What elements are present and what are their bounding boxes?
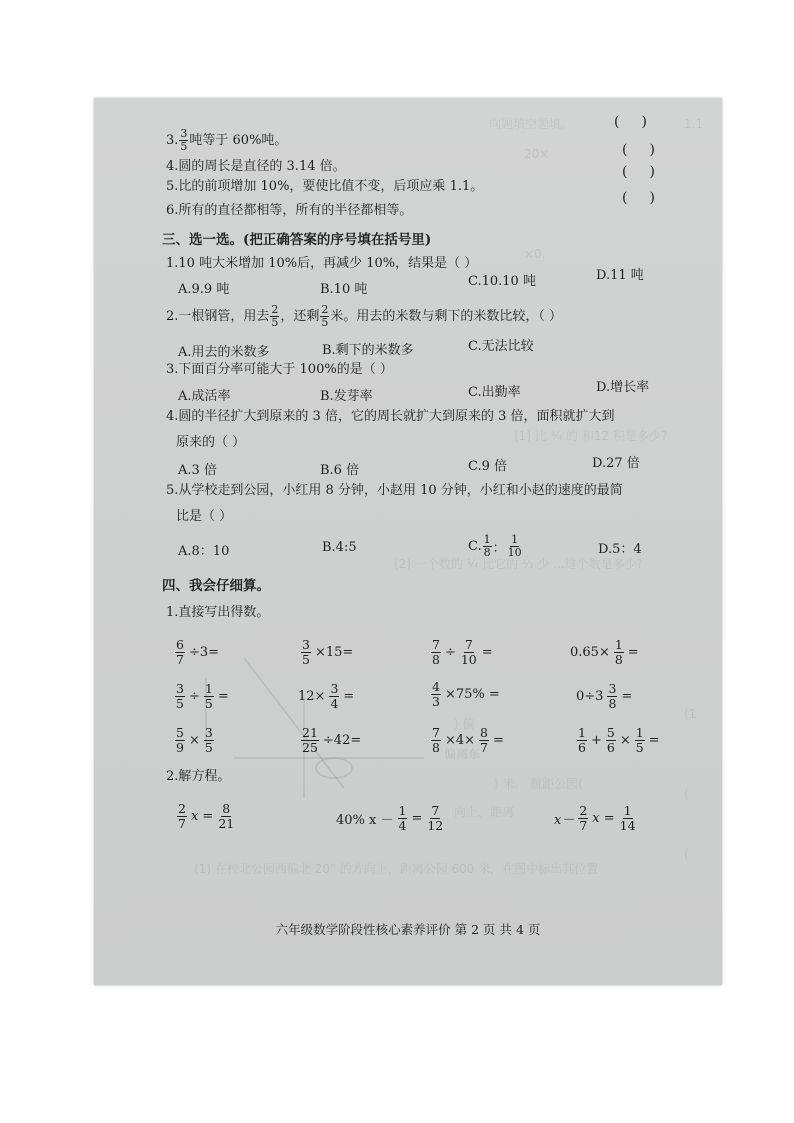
fraction-denominator: 8: [614, 652, 623, 667]
fraction-denominator: 7: [480, 740, 488, 755]
expression-text: ×15=: [314, 645, 354, 660]
judge-item-5: 5.比的前项增加 10%，要使比值不变，后项应乘 1.1。: [166, 179, 484, 194]
choice-option[interactable]: C.出勤率: [468, 385, 521, 400]
fraction-numerator: 7: [432, 637, 440, 652]
fraction: [614, 638, 624, 667]
judge-item-3-text: 吨等于 60%吨。: [189, 133, 288, 148]
fraction-denominator: 5: [180, 140, 188, 153]
expression-text: 40% x －: [336, 813, 394, 828]
fraction-numerator: 6: [176, 637, 184, 652]
fraction-numerator: 3: [330, 681, 339, 696]
choice-option[interactable]: C.9 倍: [468, 459, 508, 474]
fraction: [301, 726, 319, 755]
svg-text:(1) 比 ¼ 的 和12 积是多少?: (1) 比 ¼ 的 和12 积是多少?: [514, 429, 668, 443]
calc-expression: [298, 682, 354, 711]
fraction-numerator: 7: [464, 637, 473, 652]
fraction: [431, 680, 441, 709]
fraction: [217, 802, 235, 831]
fraction-denominator: 8: [432, 740, 440, 755]
choice-option[interactable]: B.4:5: [322, 540, 357, 555]
fraction-numerator: 2: [321, 303, 329, 316]
fraction-denominator: 5: [302, 652, 310, 667]
calc-expression: [300, 726, 361, 755]
fraction: [320, 304, 329, 329]
fraction-denominator: 3: [432, 694, 440, 709]
svg-text:) 米。 航距公园(: ) 米。 航距公园(: [494, 777, 583, 791]
choice-option[interactable]: D.11 吨: [596, 268, 644, 283]
choice-option[interactable]: [468, 534, 524, 559]
operator: ×4×: [444, 733, 476, 748]
fraction-numerator: 2: [271, 303, 279, 316]
expression-text: x－: [554, 813, 575, 828]
fraction-denominator: 7: [579, 818, 588, 833]
fraction-numerator: 1: [398, 803, 407, 818]
calc-expression: [430, 680, 500, 709]
fraction: [479, 726, 489, 755]
fraction-numerator: 5: [606, 725, 615, 740]
fraction-denominator: 8: [432, 652, 440, 667]
subsection-title: 1.直接写出得数。: [166, 605, 270, 620]
expression-text: =: [411, 811, 423, 826]
question-stem: 1.10 吨大米增加 10%后，再减少 10%，结果是（ ）: [166, 256, 478, 271]
choice-option[interactable]: D.5：4: [598, 542, 642, 557]
operator: +: [590, 733, 602, 748]
fraction: [329, 682, 339, 711]
section-title: 四、我会仔细算。: [162, 578, 270, 594]
expression-text: =: [343, 689, 355, 704]
calc-expression: [174, 726, 215, 755]
expression-text: x =: [190, 809, 214, 824]
svg-text:向题填空题填。: 向题填空题填。: [489, 117, 574, 131]
choice-option[interactable]: B.6 倍: [320, 463, 360, 478]
choice-option[interactable]: D.增长率: [596, 380, 650, 395]
fraction-numerator: 3: [176, 681, 184, 696]
fraction: [460, 638, 478, 667]
expression-text: =: [492, 733, 504, 748]
expression-text: ÷3=: [188, 645, 220, 660]
fraction-numerator: 3: [608, 681, 617, 696]
fraction-numerator: 1: [635, 725, 644, 740]
fraction-numerator: 1: [614, 637, 623, 652]
fraction: [301, 638, 311, 667]
expression-text: =: [481, 645, 493, 660]
calc-expression: [430, 638, 493, 667]
fraction-numerator: 21: [302, 725, 318, 740]
question-text: 米。用去的米数与剩下的米数比较，（ ）: [330, 309, 563, 324]
answer-parentheses[interactable]: (): [622, 164, 677, 180]
fraction-numerator: 7: [431, 803, 440, 818]
fraction: [204, 726, 214, 755]
expression-text: =: [621, 689, 633, 704]
fraction-numerator: 1: [204, 681, 213, 696]
choice-option[interactable]: C.无法比较: [468, 339, 534, 354]
fraction: [431, 726, 441, 755]
operator: ÷: [188, 689, 200, 704]
svg-text:1.1: 1.1: [684, 117, 704, 131]
ratio-colon: ：: [492, 541, 506, 556]
svg-text:(: (: [684, 847, 689, 861]
section-title: 三、选一选。(把正确答案的序号填在括号里): [162, 232, 432, 248]
question-stem: 5.从学校走到公园，小红用 8 分钟，小赵用 10 分钟，小红和小赵的速度的最简: [166, 483, 623, 498]
fraction-numerator: 8: [480, 725, 488, 740]
svg-text:(2) 一个数的 ¼ 比它的 ⅓ 少 ...这个数是多少?: (2) 一个数的 ¼ 比它的 ⅓ 少 ...这个数是多少?: [394, 557, 643, 571]
page-footer: 六年级数学阶段性核心素养评价 第 2 页 共 4 页: [275, 922, 541, 937]
option-letter: C.: [468, 539, 482, 554]
subsection-title: 2.解方程。: [166, 769, 231, 784]
question-stem-continued: 比是（ ）: [176, 509, 233, 524]
choice-option[interactable]: A.3 倍: [178, 463, 217, 478]
fraction-numerator: 1: [578, 725, 586, 740]
fraction-denominator: 5: [635, 740, 644, 755]
svg-text:向上，距离: 向上，距离: [454, 805, 515, 819]
fraction-numerator: 2: [579, 803, 588, 818]
expression-text: x =: [592, 811, 615, 826]
expression-text: ×75% =: [444, 687, 500, 702]
svg-text:20×: 20×: [524, 147, 550, 161]
fraction-denominator: 4: [330, 696, 339, 711]
calc-expression: [576, 682, 632, 711]
question-stem-continued: 原来的（ ）: [176, 435, 246, 450]
answer-parentheses[interactable]: (): [622, 142, 677, 158]
fraction-denominator: 6: [606, 740, 615, 755]
svg-text:偏离东: 偏离东: [444, 747, 481, 761]
question-stem: [166, 304, 562, 329]
choice-option[interactable]: B.发芽率: [320, 389, 373, 404]
fraction-denominator: 10: [460, 652, 477, 667]
svg-text:) 偏: ) 偏: [454, 717, 475, 731]
fraction: [204, 682, 214, 711]
fraction-denominator: 10: [507, 546, 522, 559]
calc-expression: [430, 726, 504, 755]
calc-expression: [570, 638, 639, 667]
fraction: [270, 304, 279, 329]
svg-text:×0.: ×0.: [524, 247, 546, 261]
calc-expression: [300, 638, 353, 667]
question-stem: 3.下面百分率可能大于 100%的是（ ）: [166, 362, 393, 377]
fraction-denominator: 25: [302, 740, 318, 755]
operator: ×: [188, 733, 200, 748]
choice-option[interactable]: A.9.9 吨: [178, 282, 230, 297]
fraction-denominator: 5: [176, 696, 184, 711]
choice-option[interactable]: B.剩下的米数多: [322, 343, 414, 358]
fraction-numerator: 2: [178, 801, 186, 816]
expression-text: 0.65×: [570, 645, 610, 660]
fraction: [179, 128, 188, 153]
question-stem: 4.圆的半径扩大到原来的 3 倍，它的周长就扩大到原来的 3 倍，面积就扩大到: [166, 409, 615, 424]
choice-option[interactable]: C.10.10 吨: [468, 274, 536, 289]
fraction: [426, 804, 444, 833]
operator: ×: [619, 733, 631, 748]
choice-option[interactable]: A.用去的米数多: [178, 345, 270, 360]
svg-text:(1) 在校北公园西偏北 20° 的方向上，距离公园 600: (1) 在校北公园西偏北 20° 的方向上，距离公园 600 米，在图中标出其位置: [194, 862, 599, 876]
calc-expression: [576, 726, 660, 755]
fraction-denominator: 8: [608, 696, 617, 711]
expression-text: =: [648, 733, 660, 748]
fraction: [175, 638, 185, 667]
svg-text:(: (: [684, 787, 689, 801]
fraction-denominator: 5: [321, 316, 329, 329]
fraction-denominator: 7: [178, 816, 186, 831]
expression-text: ÷42=: [322, 733, 362, 748]
question-text: 2.一根钢管，用去: [166, 309, 270, 324]
choice-option[interactable]: A.8：10: [178, 544, 230, 559]
fraction-numerator: 4: [432, 679, 440, 694]
equation: [176, 802, 236, 831]
fraction-numerator: 1: [483, 533, 491, 546]
fraction: [606, 726, 616, 755]
equation: [336, 804, 445, 833]
judge-item-3: [166, 128, 287, 153]
fraction: [175, 726, 185, 755]
fraction-numerator: 8: [222, 801, 231, 816]
fraction: [507, 534, 523, 559]
expression-text: =: [217, 689, 229, 704]
fraction: [398, 804, 408, 833]
exam-page: [94, 98, 722, 985]
fraction-denominator: 6: [578, 740, 586, 755]
judge-item-6: 6.所有的直径都相等，所有的半径都相等。: [166, 203, 413, 218]
fraction-denominator: 21: [218, 816, 235, 831]
question-text: ，还剩: [280, 309, 320, 324]
fraction-denominator: 4: [398, 818, 407, 833]
fraction-denominator: 5: [204, 740, 213, 755]
fraction-numerator: 1: [511, 533, 519, 546]
fraction-numerator: 3: [302, 637, 310, 652]
fraction: [483, 534, 492, 559]
fraction: [577, 726, 587, 755]
fraction-numerator: 3: [204, 725, 213, 740]
fraction-denominator: 9: [176, 740, 184, 755]
fraction-numerator: 1: [623, 803, 632, 818]
expression-text: =: [627, 645, 639, 660]
choice-option[interactable]: D.27 倍: [592, 456, 640, 471]
fraction-denominator: 8: [483, 546, 491, 559]
judge-item-3-number: 3.: [166, 133, 179, 148]
fraction-numerator: 7: [432, 725, 440, 740]
fraction: [177, 802, 187, 831]
fraction-denominator: 5: [204, 696, 213, 711]
fraction: [619, 804, 637, 833]
operator: ÷: [444, 645, 456, 660]
answer-parentheses[interactable]: (): [622, 190, 677, 206]
fraction-denominator: 12: [427, 818, 444, 833]
choice-option[interactable]: A.成活率: [178, 389, 231, 404]
svg-text:(1: (1: [684, 707, 697, 721]
fraction-numerator: 3: [180, 127, 188, 140]
judge-item-4: 4.圆的周长是直径的 3.14 倍。: [166, 159, 346, 174]
fraction-denominator: 14: [619, 818, 636, 833]
choice-option[interactable]: B.10 吨: [320, 282, 368, 297]
fraction-denominator: 7: [176, 652, 184, 667]
expression-text: 12×: [298, 689, 326, 704]
fraction: [175, 682, 185, 711]
answer-parentheses[interactable]: (): [614, 114, 669, 130]
expression-text: 0÷3: [576, 689, 604, 704]
fraction: [607, 682, 617, 711]
fraction: [635, 726, 645, 755]
fraction: [431, 638, 441, 667]
fraction-denominator: 5: [271, 316, 279, 329]
calc-expression: [174, 682, 229, 711]
equation: [554, 804, 638, 833]
calc-expression: [174, 638, 219, 667]
fraction-numerator: 5: [176, 725, 184, 740]
fraction: [578, 804, 588, 833]
